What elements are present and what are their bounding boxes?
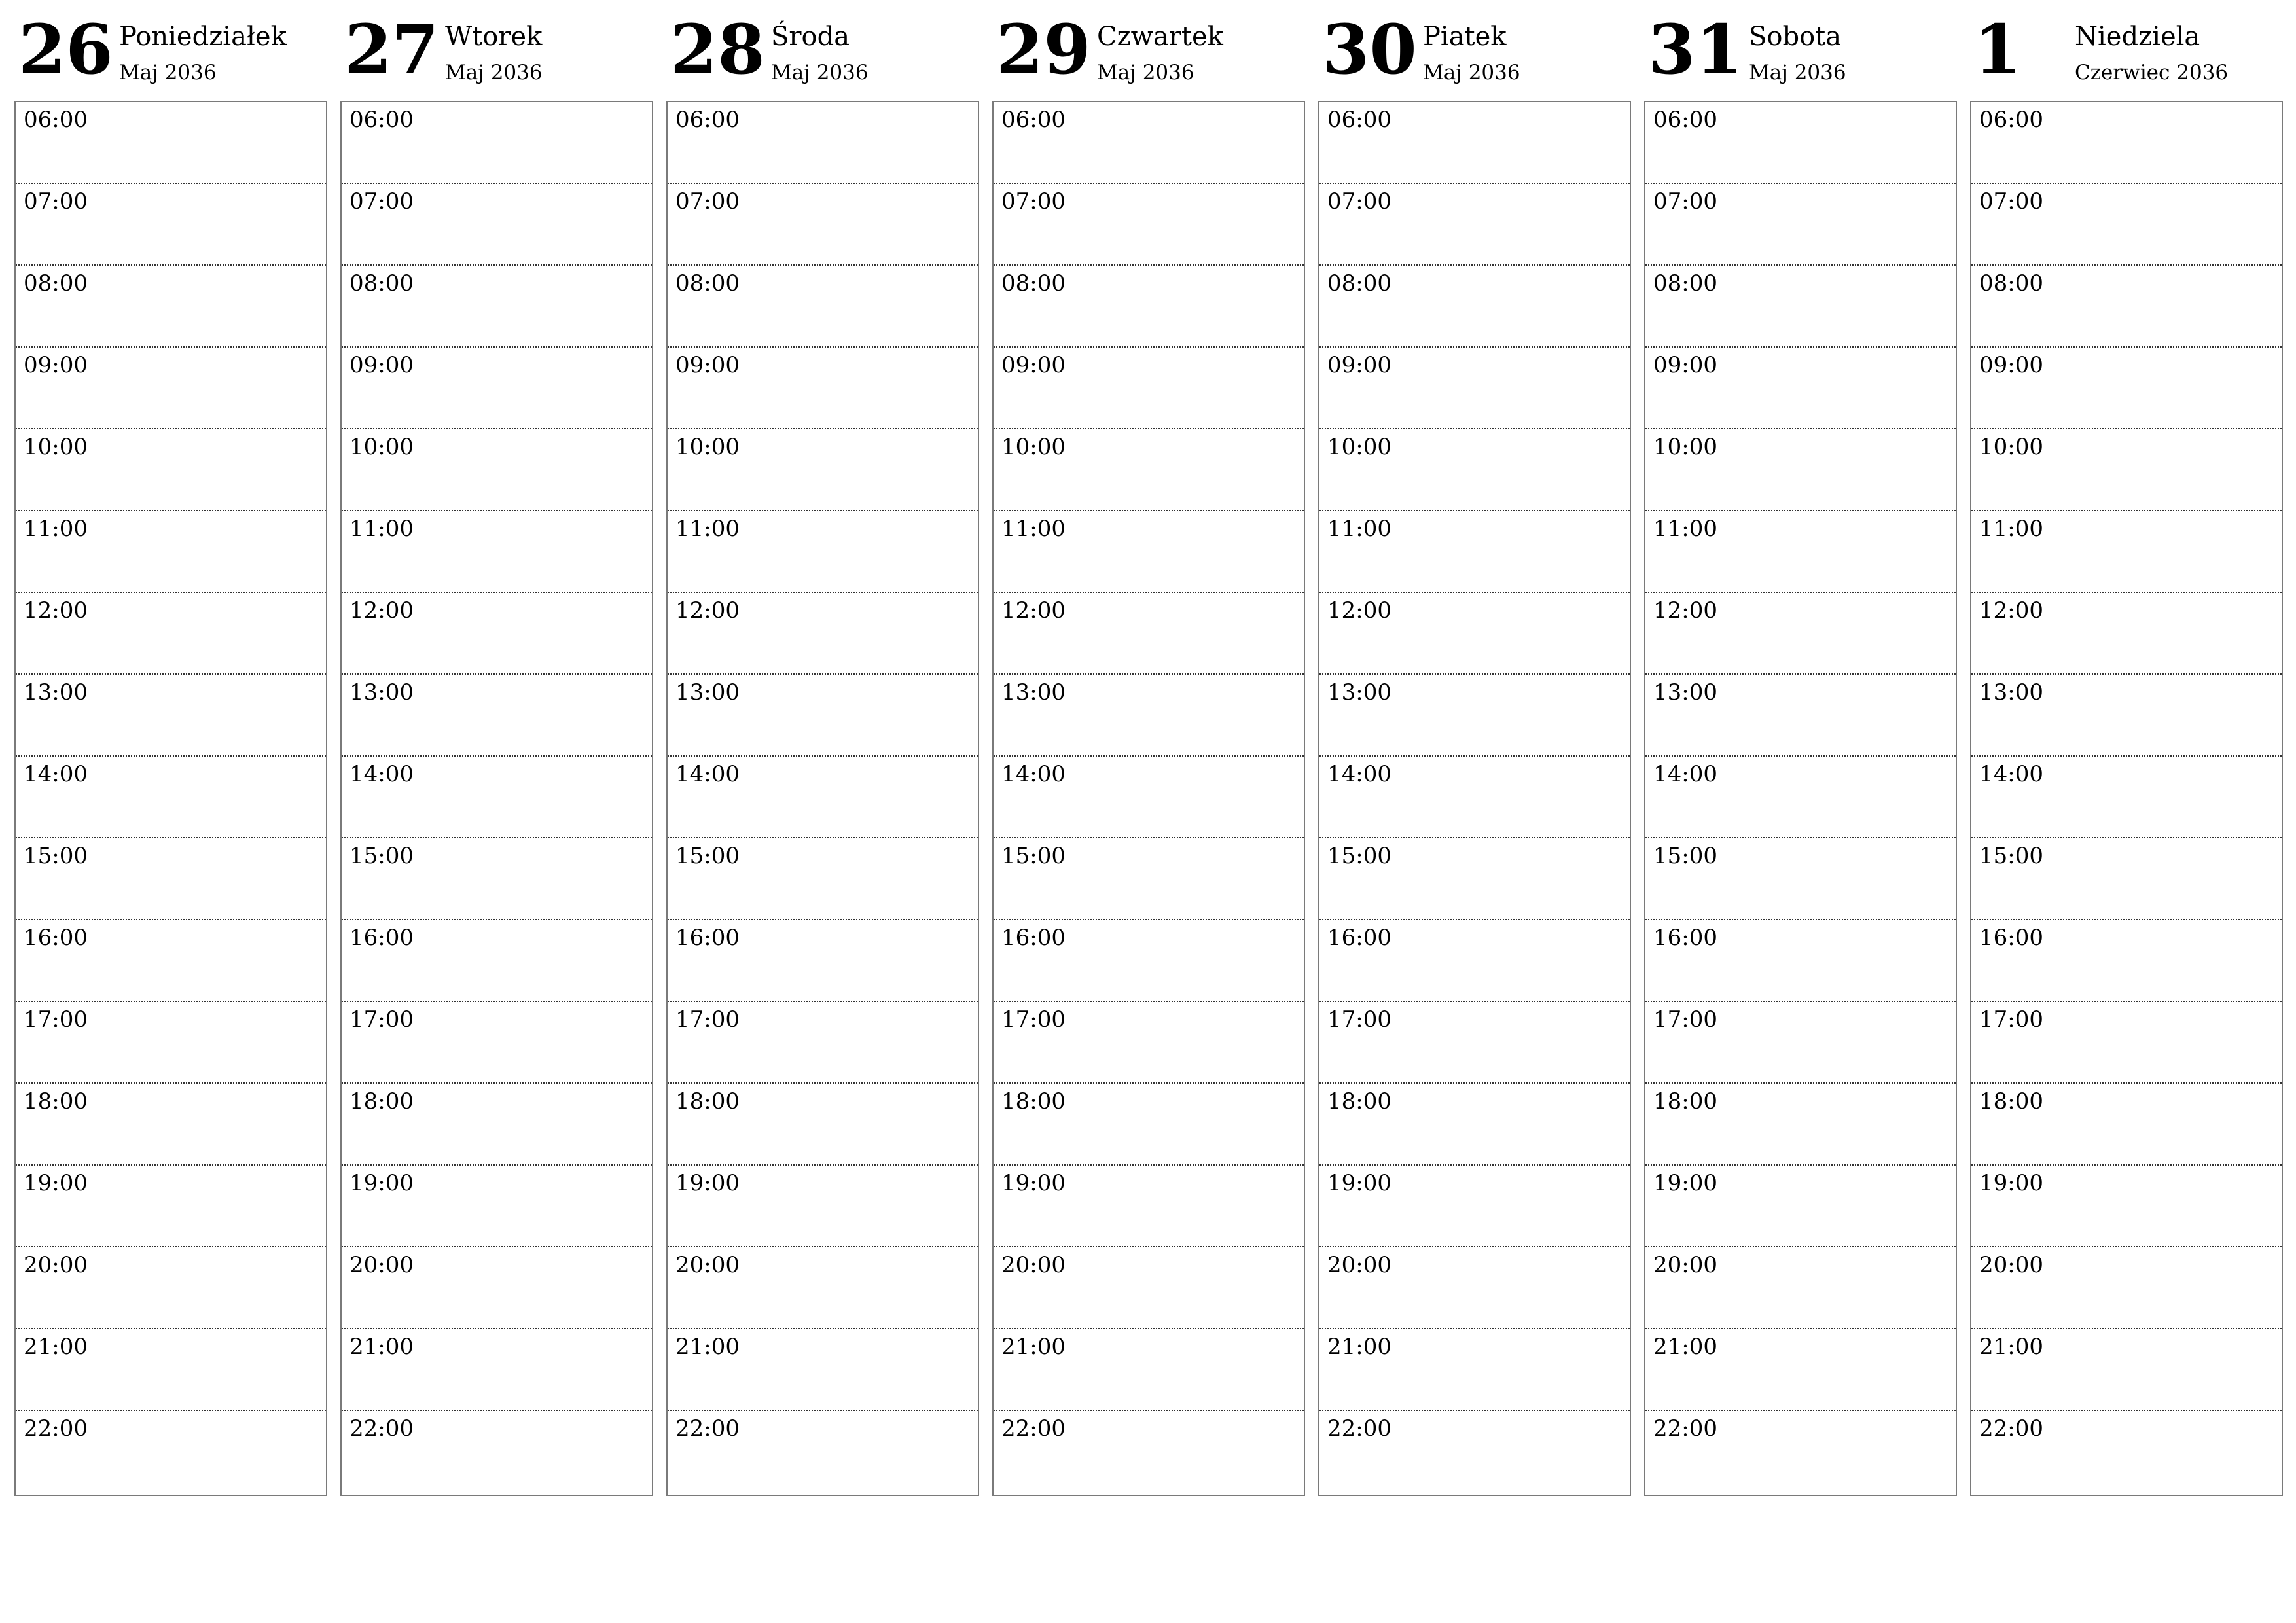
time-label: 15:00: [24, 843, 88, 869]
time-slot: [16, 593, 326, 675]
day-number: 28: [670, 9, 765, 90]
day-schedule-box: [340, 101, 653, 1496]
time-slot: [1645, 757, 1956, 838]
time-slot: [342, 184, 652, 266]
time-label: 16:00: [1001, 925, 1066, 951]
time-label: 20:00: [1327, 1252, 1391, 1278]
day-name: Środa: [771, 22, 850, 52]
time-label: 07:00: [350, 188, 414, 215]
time-slot: [994, 675, 1304, 757]
time-label: 20:00: [350, 1252, 414, 1278]
time-slot: [342, 1329, 652, 1411]
time-label: 15:00: [1653, 843, 1717, 869]
time-slot: [342, 1411, 652, 1493]
time-label: 19:00: [1653, 1170, 1717, 1196]
time-slot: [1319, 348, 1630, 429]
time-slot: [994, 1329, 1304, 1411]
day-name: Niedziela: [2075, 22, 2200, 52]
time-slot: [16, 757, 326, 838]
day-number: 27: [344, 9, 439, 90]
time-label: 09:00: [24, 352, 88, 378]
time-slot: [342, 838, 652, 920]
time-label: 13:00: [24, 679, 88, 705]
time-label: 12:00: [1327, 597, 1391, 624]
time-slot: [1645, 675, 1956, 757]
time-label: 06:00: [24, 107, 88, 133]
time-slot: [1319, 1247, 1630, 1329]
time-label: 18:00: [675, 1088, 740, 1115]
time-label: 14:00: [350, 761, 414, 787]
time-label: 22:00: [350, 1416, 414, 1442]
time-label: 09:00: [675, 352, 740, 378]
time-label: 17:00: [1327, 1007, 1391, 1033]
time-slot: [1645, 920, 1956, 1002]
time-label: 12:00: [1653, 597, 1717, 624]
time-label: 14:00: [1001, 761, 1066, 787]
day-header: [14, 0, 327, 98]
time-slot: [1319, 429, 1630, 511]
time-slot: [1971, 1329, 2282, 1411]
time-label: 12:00: [675, 597, 740, 624]
time-slot: [668, 838, 978, 920]
day-name: Poniedziałek: [119, 22, 287, 52]
time-label: 22:00: [1001, 1416, 1066, 1442]
time-slot: [16, 1084, 326, 1166]
time-label: 19:00: [350, 1170, 414, 1196]
time-slot: [1319, 593, 1630, 675]
time-slot: [1319, 102, 1630, 184]
day-column: [340, 0, 653, 1505]
time-slot: [16, 348, 326, 429]
time-slot: [668, 1166, 978, 1247]
day-header: [992, 0, 1305, 98]
time-label: 17:00: [350, 1007, 414, 1033]
time-label: 13:00: [675, 679, 740, 705]
time-label: 09:00: [1979, 352, 2043, 378]
day-schedule-box: [666, 101, 979, 1496]
time-label: 08:00: [1001, 270, 1066, 296]
time-label: 18:00: [1979, 1088, 2043, 1115]
time-label: 13:00: [350, 679, 414, 705]
time-slot: [1319, 511, 1630, 593]
day-column: [1644, 0, 1957, 1505]
time-slot: [1971, 102, 2282, 184]
time-label: 09:00: [350, 352, 414, 378]
time-slot: [1319, 1411, 1630, 1493]
time-slot: [994, 266, 1304, 348]
time-slot: [16, 266, 326, 348]
time-label: 14:00: [1979, 761, 2043, 787]
time-slot: [16, 1411, 326, 1493]
time-label: 13:00: [1327, 679, 1391, 705]
day-schedule-box: [1318, 101, 1631, 1496]
time-slot: [668, 675, 978, 757]
time-slot: [668, 266, 978, 348]
time-slot: [668, 1084, 978, 1166]
weekly-planner: [14, 0, 2284, 1505]
time-label: 15:00: [1979, 843, 2043, 869]
time-slot: [668, 1247, 978, 1329]
time-slot: [16, 838, 326, 920]
time-slot: [668, 184, 978, 266]
time-slot: [668, 1411, 978, 1493]
time-slot: [342, 757, 652, 838]
time-slot: [1971, 1002, 2282, 1084]
time-slot: [1971, 266, 2282, 348]
time-slot: [16, 1002, 326, 1084]
time-slot: [16, 675, 326, 757]
time-slot: [342, 920, 652, 1002]
time-slot: [1645, 1166, 1956, 1247]
time-label: 08:00: [1653, 270, 1717, 296]
time-label: 07:00: [1653, 188, 1717, 215]
time-slot: [1645, 184, 1956, 266]
time-slot: [668, 348, 978, 429]
time-slot: [1645, 838, 1956, 920]
time-label: 15:00: [1327, 843, 1391, 869]
day-header: [340, 0, 653, 98]
time-slot: [1971, 348, 2282, 429]
time-slot: [1319, 184, 1630, 266]
time-slot: [342, 675, 652, 757]
day-month: Maj 2036: [1423, 61, 1520, 84]
time-label: 17:00: [675, 1007, 740, 1033]
time-label: 06:00: [1653, 107, 1717, 133]
time-slot: [1319, 1329, 1630, 1411]
time-slot: [1319, 1166, 1630, 1247]
time-label: 14:00: [1653, 761, 1717, 787]
time-label: 11:00: [1001, 516, 1066, 542]
time-slot: [1645, 511, 1956, 593]
time-slot: [668, 1002, 978, 1084]
day-header: [666, 0, 979, 98]
time-slot: [342, 593, 652, 675]
time-slot: [342, 1247, 652, 1329]
time-slot: [1971, 511, 2282, 593]
time-label: 20:00: [1653, 1252, 1717, 1278]
day-month: Maj 2036: [1097, 61, 1194, 84]
day-name: Wtorek: [445, 22, 543, 52]
time-label: 08:00: [1979, 270, 2043, 296]
time-label: 09:00: [1653, 352, 1717, 378]
time-slot: [668, 757, 978, 838]
time-slot: [1971, 593, 2282, 675]
time-label: 08:00: [675, 270, 740, 296]
time-label: 10:00: [675, 434, 740, 460]
time-label: 21:00: [350, 1334, 414, 1360]
time-label: 12:00: [350, 597, 414, 624]
time-label: 10:00: [1327, 434, 1391, 460]
time-label: 17:00: [1979, 1007, 2043, 1033]
time-slot: [994, 511, 1304, 593]
time-label: 06:00: [1979, 107, 2043, 133]
day-name: Czwartek: [1097, 22, 1223, 52]
time-label: 09:00: [1001, 352, 1066, 378]
time-label: 11:00: [1979, 516, 2043, 542]
time-slot: [342, 102, 652, 184]
time-slot: [1645, 266, 1956, 348]
day-header: [1970, 0, 2283, 98]
time-label: 14:00: [1327, 761, 1391, 787]
day-number: 29: [996, 9, 1091, 90]
time-label: 17:00: [1001, 1007, 1066, 1033]
time-slot: [668, 1329, 978, 1411]
time-label: 21:00: [675, 1334, 740, 1360]
time-label: 16:00: [675, 925, 740, 951]
time-label: 06:00: [350, 107, 414, 133]
time-slot: [342, 429, 652, 511]
time-slot: [1319, 1002, 1630, 1084]
time-label: 22:00: [1979, 1416, 2043, 1442]
time-slot: [1319, 1084, 1630, 1166]
time-label: 06:00: [1327, 107, 1391, 133]
time-slot: [668, 593, 978, 675]
time-label: 13:00: [1653, 679, 1717, 705]
time-slot: [16, 102, 326, 184]
time-label: 18:00: [1001, 1088, 1066, 1115]
time-label: 20:00: [1979, 1252, 2043, 1278]
time-label: 18:00: [350, 1088, 414, 1115]
time-label: 20:00: [1001, 1252, 1066, 1278]
time-slot: [994, 593, 1304, 675]
time-slot: [342, 1084, 652, 1166]
time-label: 12:00: [1001, 597, 1066, 624]
time-slot: [668, 429, 978, 511]
time-label: 20:00: [675, 1252, 740, 1278]
time-label: 12:00: [1979, 597, 2043, 624]
day-number: 1: [1974, 9, 2022, 90]
time-slot: [1645, 1329, 1956, 1411]
time-label: 22:00: [1653, 1416, 1717, 1442]
time-slot: [994, 1166, 1304, 1247]
day-schedule-box: [992, 101, 1305, 1496]
day-month: Maj 2036: [445, 61, 543, 84]
time-label: 08:00: [24, 270, 88, 296]
time-label: 16:00: [24, 925, 88, 951]
time-slot: [342, 266, 652, 348]
time-slot: [16, 1329, 326, 1411]
time-label: 10:00: [350, 434, 414, 460]
time-slot: [1645, 429, 1956, 511]
time-slot: [1645, 1411, 1956, 1493]
time-slot: [1319, 675, 1630, 757]
day-month: Maj 2036: [1749, 61, 1846, 84]
time-slot: [1971, 920, 2282, 1002]
time-slot: [994, 429, 1304, 511]
time-slot: [994, 184, 1304, 266]
time-label: 19:00: [1979, 1170, 2043, 1196]
time-label: 15:00: [350, 843, 414, 869]
time-label: 22:00: [675, 1416, 740, 1442]
time-slot: [1319, 757, 1630, 838]
time-label: 08:00: [350, 270, 414, 296]
time-slot: [342, 1166, 652, 1247]
time-label: 11:00: [675, 516, 740, 542]
time-slot: [16, 1166, 326, 1247]
time-label: 14:00: [24, 761, 88, 787]
time-slot: [1645, 593, 1956, 675]
time-label: 21:00: [1327, 1334, 1391, 1360]
day-name: Sobota: [1749, 22, 1842, 52]
day-month: Czerwiec 2036: [2075, 61, 2229, 84]
time-slot: [994, 1411, 1304, 1493]
time-label: 18:00: [24, 1088, 88, 1115]
time-label: 16:00: [1653, 925, 1717, 951]
time-label: 09:00: [1327, 352, 1391, 378]
time-label: 06:00: [1001, 107, 1066, 133]
time-label: 21:00: [1979, 1334, 2043, 1360]
time-label: 10:00: [1001, 434, 1066, 460]
time-label: 13:00: [1001, 679, 1066, 705]
time-slot: [668, 511, 978, 593]
day-number: 30: [1322, 9, 1417, 90]
time-slot: [994, 920, 1304, 1002]
day-number: 31: [1648, 9, 1743, 90]
time-slot: [1971, 1411, 2282, 1493]
time-slot: [1971, 757, 2282, 838]
time-label: 21:00: [1001, 1334, 1066, 1360]
time-slot: [1645, 102, 1956, 184]
time-slot: [16, 1247, 326, 1329]
time-label: 20:00: [24, 1252, 88, 1278]
time-slot: [668, 102, 978, 184]
time-label: 16:00: [1979, 925, 2043, 951]
time-slot: [1319, 266, 1630, 348]
time-label: 07:00: [24, 188, 88, 215]
time-slot: [1971, 1247, 2282, 1329]
time-label: 12:00: [24, 597, 88, 624]
time-slot: [1971, 675, 2282, 757]
time-slot: [1645, 1002, 1956, 1084]
day-month: Maj 2036: [771, 61, 869, 84]
day-name: Piatek: [1423, 22, 1507, 52]
time-slot: [16, 184, 326, 266]
time-label: 07:00: [1979, 188, 2043, 215]
day-schedule-box: [14, 101, 327, 1496]
time-slot: [16, 429, 326, 511]
time-label: 19:00: [24, 1170, 88, 1196]
day-column: [14, 0, 327, 1505]
time-label: 17:00: [24, 1007, 88, 1033]
time-label: 15:00: [1001, 843, 1066, 869]
time-label: 14:00: [675, 761, 740, 787]
time-label: 11:00: [24, 516, 88, 542]
time-slot: [342, 511, 652, 593]
time-label: 17:00: [1653, 1007, 1717, 1033]
day-column: [666, 0, 979, 1505]
time-label: 19:00: [1001, 1170, 1066, 1196]
time-label: 07:00: [1327, 188, 1391, 215]
time-slot: [994, 1247, 1304, 1329]
day-schedule-box: [1970, 101, 2283, 1496]
time-label: 18:00: [1653, 1088, 1717, 1115]
day-header: [1644, 0, 1957, 98]
time-slot: [994, 838, 1304, 920]
time-label: 11:00: [350, 516, 414, 542]
time-label: 11:00: [1653, 516, 1717, 542]
time-slot: [994, 757, 1304, 838]
time-label: 07:00: [1001, 188, 1066, 215]
time-label: 11:00: [1327, 516, 1391, 542]
time-slot: [1645, 348, 1956, 429]
time-label: 16:00: [350, 925, 414, 951]
time-label: 22:00: [24, 1416, 88, 1442]
time-label: 21:00: [24, 1334, 88, 1360]
time-slot: [1971, 1084, 2282, 1166]
time-slot: [1645, 1084, 1956, 1166]
time-label: 15:00: [675, 843, 740, 869]
time-slot: [994, 102, 1304, 184]
day-number: 26: [18, 9, 113, 90]
time-slot: [1319, 838, 1630, 920]
time-label: 19:00: [675, 1170, 740, 1196]
day-month: Maj 2036: [119, 61, 217, 84]
time-slot: [1971, 1166, 2282, 1247]
time-slot: [16, 511, 326, 593]
time-slot: [1319, 920, 1630, 1002]
day-schedule-box: [1644, 101, 1957, 1496]
time-slot: [342, 348, 652, 429]
time-slot: [1645, 1247, 1956, 1329]
time-label: 06:00: [675, 107, 740, 133]
time-slot: [994, 1084, 1304, 1166]
day-column: [1318, 0, 1631, 1505]
time-label: 22:00: [1327, 1416, 1391, 1442]
time-label: 21:00: [1653, 1334, 1717, 1360]
time-slot: [668, 920, 978, 1002]
time-label: 13:00: [1979, 679, 2043, 705]
time-label: 18:00: [1327, 1088, 1391, 1115]
time-slot: [1971, 838, 2282, 920]
time-label: 19:00: [1327, 1170, 1391, 1196]
day-column: [992, 0, 1305, 1505]
time-slot: [994, 348, 1304, 429]
time-label: 08:00: [1327, 270, 1391, 296]
time-label: 10:00: [24, 434, 88, 460]
time-slot: [1971, 429, 2282, 511]
day-header: [1318, 0, 1631, 98]
time-slot: [342, 1002, 652, 1084]
day-column: [1970, 0, 2283, 1505]
time-label: 16:00: [1327, 925, 1391, 951]
time-label: 07:00: [675, 188, 740, 215]
time-label: 10:00: [1979, 434, 2043, 460]
time-slot: [994, 1002, 1304, 1084]
time-slot: [16, 920, 326, 1002]
time-slot: [1971, 184, 2282, 266]
time-label: 10:00: [1653, 434, 1717, 460]
